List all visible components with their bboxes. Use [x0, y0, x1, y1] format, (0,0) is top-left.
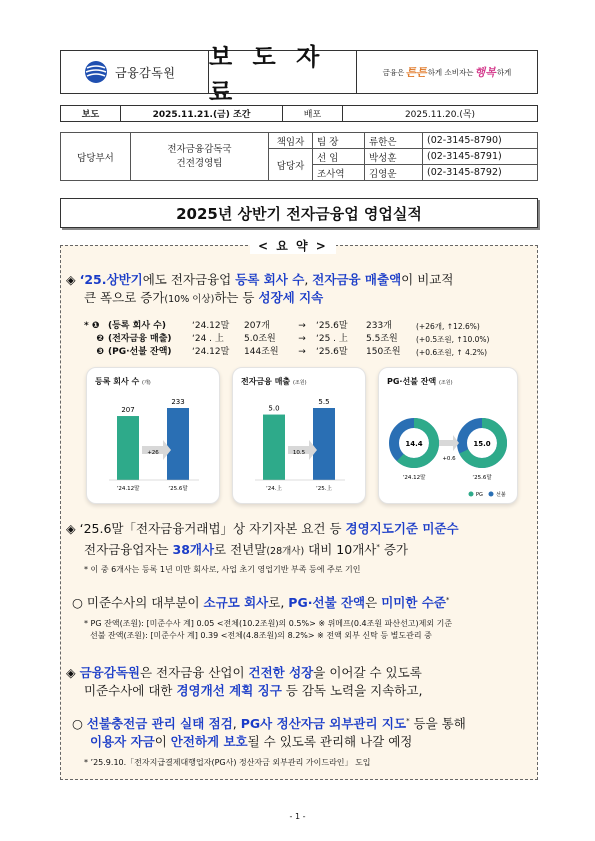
b3-t3: 로,	[268, 595, 289, 611]
person-phone: (02-3145-8792)	[423, 165, 538, 181]
stat-cur-date: ‘25 . 上	[316, 334, 348, 344]
bar-value-label: 5.0	[268, 404, 280, 413]
b5-t5: 등을 통해	[409, 716, 466, 732]
chart-unit: (조원)	[292, 380, 307, 386]
person-phone: (02-3145-8790)	[423, 133, 538, 149]
b2-l2a: 전자금융업자는	[84, 542, 173, 558]
x-tick-label: ‘24.上	[266, 486, 282, 492]
arrow-icon	[439, 435, 459, 451]
chart-unit: (개)	[142, 380, 151, 386]
dist-label: 배포	[283, 106, 343, 121]
bar-chart-sales	[233, 368, 367, 505]
b2-l2c: 로 전년말	[214, 542, 267, 558]
stat-label: (등록 회사 수)	[108, 321, 166, 331]
stat-mark: ❷	[96, 334, 104, 344]
bullet-protection	[72, 712, 532, 769]
main-title: 2025년 상반기 전자금융업 영업실적	[60, 198, 538, 228]
slogan-part1: 금융은	[382, 67, 405, 77]
b1-l2a: 큰 폭으로 증가	[84, 290, 165, 305]
b2-t1: ‘25.6말「전자금융거래법」상 자기자본 요건 등	[79, 521, 346, 536]
b5-l2b: 이	[154, 734, 171, 750]
bullet-noncompliance	[66, 520, 532, 576]
b5-t2: ,	[232, 716, 241, 732]
b4-t2: 은 전자금융 산업이	[140, 665, 249, 680]
b5-t3: PG사 정산자금 외부관리 지도	[240, 716, 407, 732]
x-tick-label: ‘25.6말	[472, 475, 492, 481]
stat-label: (전자금융 매출)	[108, 334, 172, 344]
b4-t1: 금융감독원	[79, 665, 140, 680]
b1-t2: 에도 전자금융업	[142, 272, 236, 287]
fss-logo	[61, 51, 209, 93]
b2-t2: 경영지도기준 미준수	[345, 521, 459, 536]
b2-l2d: (28개사)	[266, 546, 305, 558]
stat-cur-date: ‘25.6말	[316, 347, 348, 357]
doc-type-title: 보 도 자 료	[209, 51, 357, 93]
b1-t1: ‘25.상반기	[79, 272, 143, 287]
diamond-bullet-icon: ◈	[66, 521, 76, 536]
stat-label: (PG·선불 잔액)	[108, 347, 172, 357]
stat-mark: * ❶	[84, 321, 100, 331]
stat-change: (+0.6조원, ↑ 4.2%)	[416, 348, 488, 357]
arrow-icon: →	[298, 321, 306, 331]
stat-base-date: ‘24 . 上	[192, 334, 224, 344]
dept-line2: 건전경영팀	[176, 157, 223, 169]
b1-t6: 이 비교적	[401, 272, 454, 287]
b2-l2g: 증가	[379, 542, 408, 558]
b4-l2a: 미준수사에 대한	[84, 683, 177, 698]
stat-base-date: ‘24.12말	[192, 321, 230, 331]
x-tick-label: ‘25.6말	[168, 486, 188, 492]
charge-label: 담당자	[269, 149, 313, 181]
b3-t2: 소규모 회사	[203, 595, 269, 611]
circle-bullet-icon: ○	[72, 595, 83, 611]
arrow-icon: →	[298, 347, 306, 357]
stat-row	[84, 320, 534, 333]
chart-card-sales	[232, 367, 366, 504]
b3-t7: *	[445, 596, 450, 604]
b3-t1: 미준수사의 대부분이	[86, 595, 204, 611]
b1-l2d: 성장세 지속	[258, 290, 324, 305]
diamond-bullet-icon: ◈	[66, 665, 76, 680]
b5-l2c: 안전하게 보호	[170, 734, 248, 750]
b4-t3: 건전한 성장	[248, 665, 314, 680]
arrow-icon: →	[298, 334, 306, 344]
b1-l2c: 하는 등	[214, 290, 259, 305]
dept-label: 담당부서	[61, 133, 131, 181]
bullet-small-companies	[72, 591, 532, 642]
globe-icon	[83, 59, 109, 85]
legend-label: 선불	[496, 492, 506, 498]
chart-title-text: PG·선불 잔액	[387, 377, 437, 386]
chart-card-companies	[86, 367, 220, 504]
b5-note: * ’25.9.10.「전자지급결제대행업자(PG사) 정산자금 외부관리 가이드라인」 도입	[84, 758, 371, 768]
chart-card-balance	[378, 367, 518, 504]
stat-cur: 5.5조원	[366, 334, 398, 344]
bar	[313, 408, 335, 480]
donut-center-label: 14.4	[405, 440, 423, 448]
stat-base: 207개	[244, 321, 270, 331]
summary-tag: < 요 약 >	[250, 237, 336, 254]
bullet-fss-plan	[66, 664, 532, 700]
press-header	[60, 43, 538, 106]
b2-l2e: 대비 10개사	[304, 542, 377, 558]
b1-t3: 등록 회사 수	[235, 272, 305, 287]
chart-unit: (조원)	[438, 380, 453, 386]
stat-row	[84, 346, 534, 359]
legend-swatch-pg	[469, 492, 474, 497]
x-tick-label: ‘24.12말	[402, 475, 426, 481]
embargo-value: 2025.11.21.(금) 조간	[121, 106, 283, 121]
dept-name	[131, 133, 269, 181]
logo-text: 금융감독원	[115, 65, 176, 80]
delta-label: +26	[147, 450, 159, 456]
b5-t1: 선불충전금 관리 실태 점검	[86, 716, 233, 732]
stat-base: 144조원	[244, 347, 279, 357]
chart-title-text: 등록 회사 수	[95, 377, 140, 386]
b5-l2a: 이용자 자금	[90, 734, 155, 750]
stat-cur: 150조원	[366, 347, 401, 357]
slogan	[357, 51, 537, 93]
legend-swatch-prepaid	[489, 492, 494, 497]
b3-t6: 미미한 수준	[381, 595, 446, 611]
person-phone: (02-3145-8791)	[423, 149, 538, 165]
b5-t4: *	[406, 717, 410, 725]
bar-value-label: 233	[171, 398, 185, 406]
person-name: 류한은	[365, 133, 423, 149]
person-title: 선 임	[313, 149, 365, 165]
bullet-growth	[66, 271, 532, 309]
stat-base: 5.0조원	[244, 334, 276, 344]
donut-chart-balance	[379, 368, 519, 505]
b1-t4: ,	[304, 272, 313, 287]
b2-note: * 이 중 6개사는 등록 1년 미만 회사로, 사업 초기 영업기반 부족 등에 주로 기인	[84, 565, 361, 575]
stats-list	[84, 320, 534, 359]
b3-t5: 은	[365, 595, 382, 611]
bar	[167, 408, 189, 480]
bar	[263, 415, 285, 480]
x-tick-label: ‘24.12말	[116, 486, 140, 492]
slogan-word2: 행복	[474, 66, 496, 79]
stat-base-date: ‘24.12말	[192, 347, 230, 357]
person-name: 박성훈	[365, 149, 423, 165]
stat-change: (+26개, ↑12.6%)	[416, 322, 480, 331]
chart-title-text: 전자금융 매출	[241, 377, 291, 386]
b1-l2b: (10% 이상)	[164, 294, 215, 305]
b4-l2c: 등 감독 노력을 지속하고,	[281, 683, 423, 698]
b1-t5: 전자금융 매출액	[312, 272, 402, 287]
resp-label: 책임자	[269, 133, 313, 149]
dept-line1: 전자금융감독국	[167, 143, 232, 155]
person-title: 조사역	[313, 165, 365, 181]
b2-l2f: *	[376, 543, 380, 551]
b3-note1: * PG 잔액(조원): [미준수사 계] 0.05 <전체(10.2조원)의 0.5%> ※ 위메프(0.4조원 파산선고)제외 기준	[84, 619, 453, 629]
x-tick-label: ‘25.上	[316, 486, 332, 492]
b4-t4: 을 이어갈 수 있도록	[313, 665, 422, 680]
delta-label: +0.6	[442, 456, 456, 462]
b4-l2b: 경영개선 계획 징구	[176, 683, 282, 698]
donut-center-label: 15.0	[473, 440, 491, 448]
bar-value-label: 207	[121, 406, 135, 415]
legend-label: PG	[476, 492, 483, 498]
slogan-part3: 하게	[496, 67, 512, 77]
embargo-label: 보도	[61, 106, 121, 121]
b5-l2d: 될 수 있도록 관리해 나갈 예정	[247, 734, 413, 750]
b3-t4: PG·선불 잔액	[288, 595, 366, 611]
stat-mark: ❸	[96, 347, 104, 357]
person-name: 김영운	[365, 165, 423, 181]
b2-l2b: 38개사	[172, 542, 215, 558]
stat-cur-date: ‘25.6말	[316, 321, 348, 331]
circle-bullet-icon: ○	[72, 716, 83, 732]
release-row	[60, 105, 538, 122]
bar-chart-companies	[87, 368, 221, 505]
b3-note2: 선불 잔액(조원): [미준수사 계] 0.39 <전체(4.8조원)의 8.2%> ※ 전액 외부 신탁 등 별도관리 중	[90, 631, 432, 641]
delta-label: 10.5	[292, 450, 306, 456]
slogan-part2: 하게 소비자는	[427, 67, 474, 77]
bar-value-label: 5.5	[318, 398, 330, 406]
diamond-bullet-icon: ◈	[66, 272, 76, 287]
slogan-word1: 튼튼	[405, 66, 427, 79]
page-number: - 1 -	[289, 812, 306, 821]
stat-cur: 233개	[366, 321, 392, 331]
contact-table	[60, 132, 538, 181]
stat-row	[84, 333, 534, 346]
bar	[117, 416, 139, 480]
dist-value: 2025.11.20.(목)	[404, 110, 476, 120]
person-title: 팀 장	[313, 133, 365, 149]
stat-change: (+0.5조원, ↑10.0%)	[416, 335, 490, 344]
